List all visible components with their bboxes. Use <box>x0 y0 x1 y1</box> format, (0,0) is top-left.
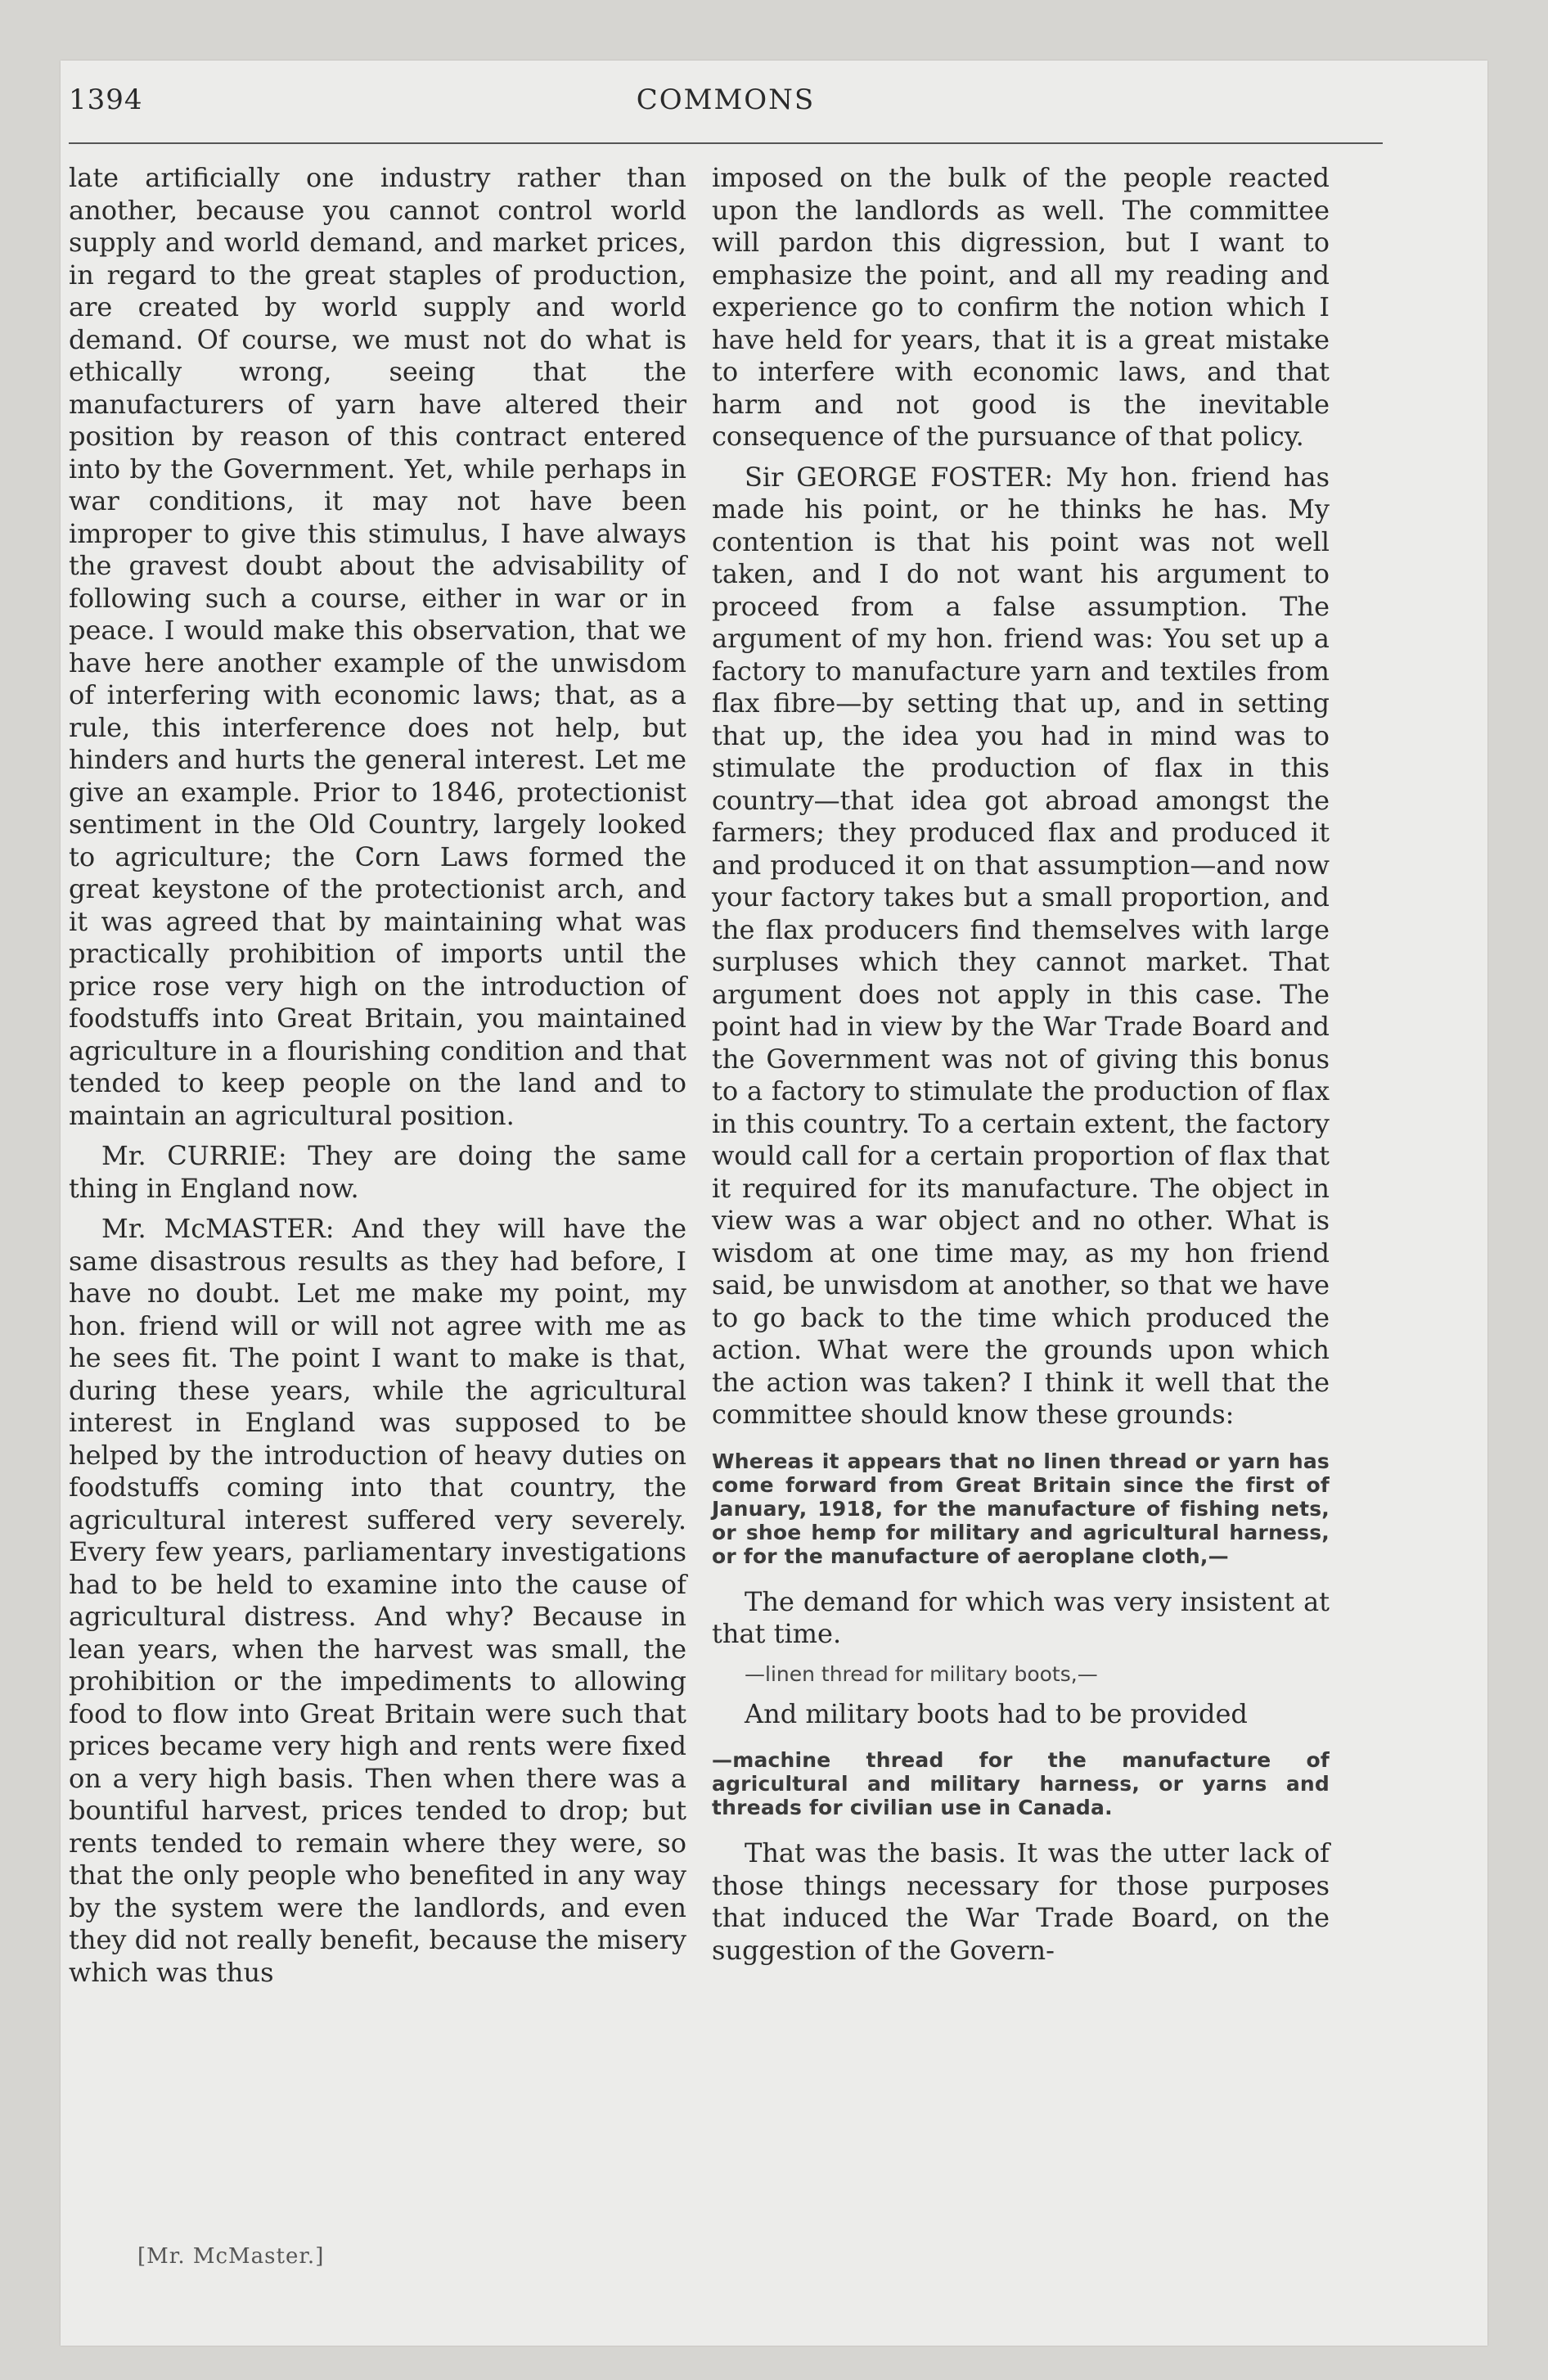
block-quote: —machine thread for the manufacture of agricultural and military harness, or yarns and threads for civilian use in Canada. <box>712 1748 1330 1819</box>
block-quote: —linen thread for military boots,— <box>745 1661 1098 1686</box>
paragraph: That was the basis. It was the utter lack of those things necessary for those purposes that induced the War Trade Board, on the suggestion of the Govern- <box>712 1837 1330 1966</box>
paragraph: The demand for which was very insistent at that time. <box>712 1585 1330 1649</box>
speaker-paragraph-foster: Sir GEORGE FOSTER: My hon. friend has made his point, or he thinks he has. My contention is that his point was not well taken, and I do not want his argument to proceed from a false assumption. The argument of my hon. friend was: You set up a factory to manufacture yarn and textiles from flax fibre—by setting that up, and in setting that up, the idea you had in mind was to stimulate the production of flax in this country—that idea got abroad amongst the farmers; they produced flax and produced it and produced it on that assumption—and now your factory takes but a small proportion, and the flax producers find themselves with large surpluses which they cannot market. That argument does not apply in this case. The point had in view by the War Trade Board and the Government was not of giving this bonus to a factory to stimulate the production of flax in this country. To a certain extent, the factory would call for a certain proportion of flax that it required for its manufacture. The object in view was a war object and no other. What is wisdom at one time may, as my hon friend said, be unwisdom at another, so that we have to go back to the time which produced the action. What were the grounds upon which the action was taken? I think it well that the committee should know these grounds: <box>712 461 1330 1430</box>
paragraph: late artificially one industry rather than another, because you cannot control world supply and world demand, and market prices, in regard to the great staples of production, are created by world supply and world demand. Of course, we must not do what is ethically wrong, seeing that the manufacturers of yarn have altered their position by reason of this contract entered into by the Government. Yet, while perhaps in war conditions, it may not have been improper to give this stimulus, I have always the gravest doubt about the advisability of following such a course, either in war or in peace. I would make this observation, that we have here another example of the unwisdom of interfering with economic laws; that, as a rule, this interference does not help, but hinders and hurts the general interest. Let me give an example. Prior to 1846, protectionist sentiment in the Old Country, largely looked to agriculture; the Corn Laws formed the great keystone of the protectionist arch, and it was agreed that by maintaining what was practically prohibition of imports until the price rose very high on the introduction of foodstuffs into Great Britain, you maintained agriculture in a flourishing condition and that tended to keep people on the land and to maintain an agricultural position. <box>69 162 686 1131</box>
right-column <box>712 162 1330 1967</box>
paragraph: And military boots had to be provided <box>745 1697 1248 1729</box>
page-number: 1394 <box>69 83 143 116</box>
speaker-paragraph-mcmaster: Mr. McMASTER: And they will have the same disastrous results as they had before, I have no doubt. Let me make my point, my hon. friend will or will not agree with me as he sees fit. The point I want to make is that, during these years, while the agricultural interest in England was supposed to be helped by the introduction of heavy duties on foodstuffs coming into that country, the agricultural interest suffered very severely. Every few years, parliamentary investigations had to be held to examine into the cause of agricultural distress. And why? Because in lean years, when the harvest was small, the prohibition or the impediments to allowing food to flow into Great Britain were such that prices became very high and rents were fixed on a very high basis. Then when there was a bountiful harvest, prices tended to drop; but rents tended to remain where they were, so that the only people who benefited in any way by the system were the landlords, and even they did not really benefit, because the misery which was thus <box>69 1213 686 1988</box>
left-column <box>69 162 686 1989</box>
page-header <box>69 83 1383 133</box>
speaker-paragraph-currie: Mr. CURRIE: They are doing the same thing in England now. <box>69 1140 686 1204</box>
speaker-footer-reference: [Mr. McMaster.] <box>137 2244 325 2269</box>
header-rule <box>69 142 1383 144</box>
block-quote: Whereas it appears that no linen thread or yarn has come forward from Great Britain since the first of January, 1918, for the manufacture of fishing nets, or shoe hemp for military and agricultural harness, or for the manufacture of aeroplane cloth,— <box>712 1449 1330 1568</box>
paragraph: imposed on the bulk of the people reacted upon the landlords as well. The committee will pardon this digression, but I want to emphasize the point, and all my reading and experience go to confirm the notion which I have held for years, that it is a great mistake to interfere with economic laws, and that harm and not good is the inevitable consequence of the pursuance of that policy. <box>712 162 1330 452</box>
running-head: COMMONS <box>636 83 816 116</box>
